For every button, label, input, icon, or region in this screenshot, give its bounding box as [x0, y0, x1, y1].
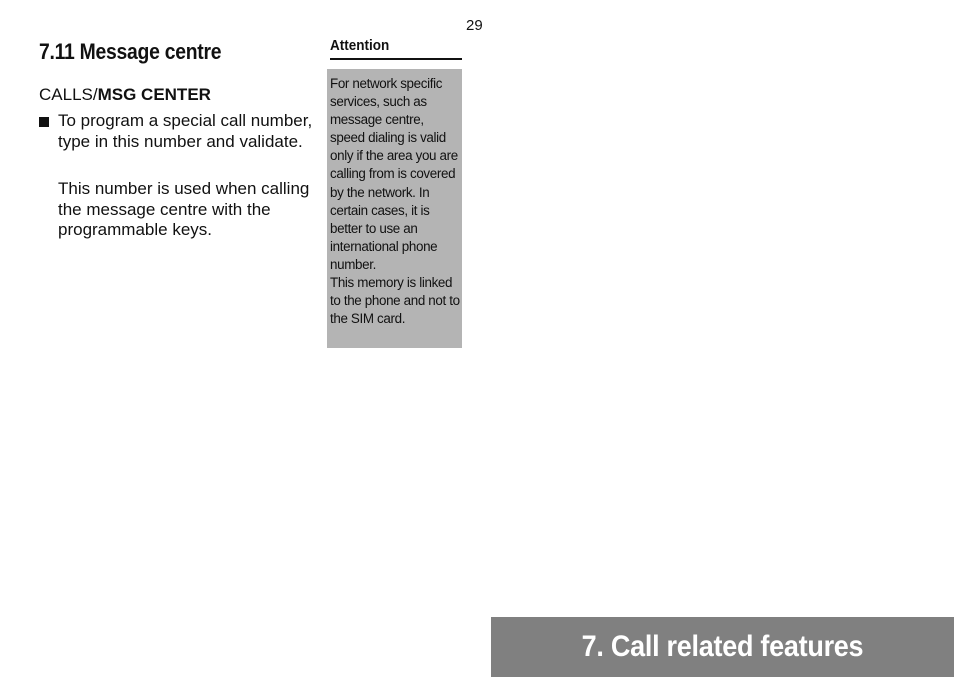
menu-path-item: MSG CENTER: [97, 85, 211, 104]
attention-text-network: For network specific services, such as message centre, speed dialing is valid only if the area you are calling from is covered by the network. In certain cases, it is better to use an international phone number.: [330, 76, 458, 272]
menu-path: [39, 84, 211, 106]
description-paragraph: This number is used when calling the message centre with the programmable keys.: [58, 179, 310, 239]
attention-heading-text: Attention: [330, 37, 390, 54]
attention-text-memory: This memory is linked to the phone and not to the SIM card.: [330, 275, 460, 327]
chapter-title: 7. Call related features: [581, 630, 864, 663]
menu-path-prefix: CALLS/: [39, 85, 98, 104]
section-title: 7.11 Message centre: [39, 39, 222, 64]
attention-heading: [330, 36, 462, 60]
chapter-footer-band: [491, 617, 954, 677]
bullet-square-icon: [39, 117, 49, 127]
page-number: 29: [466, 17, 483, 34]
instruction-paragraph: To program a special call number, type in this number and validate.: [58, 111, 313, 151]
attention-note-box: [327, 69, 462, 348]
